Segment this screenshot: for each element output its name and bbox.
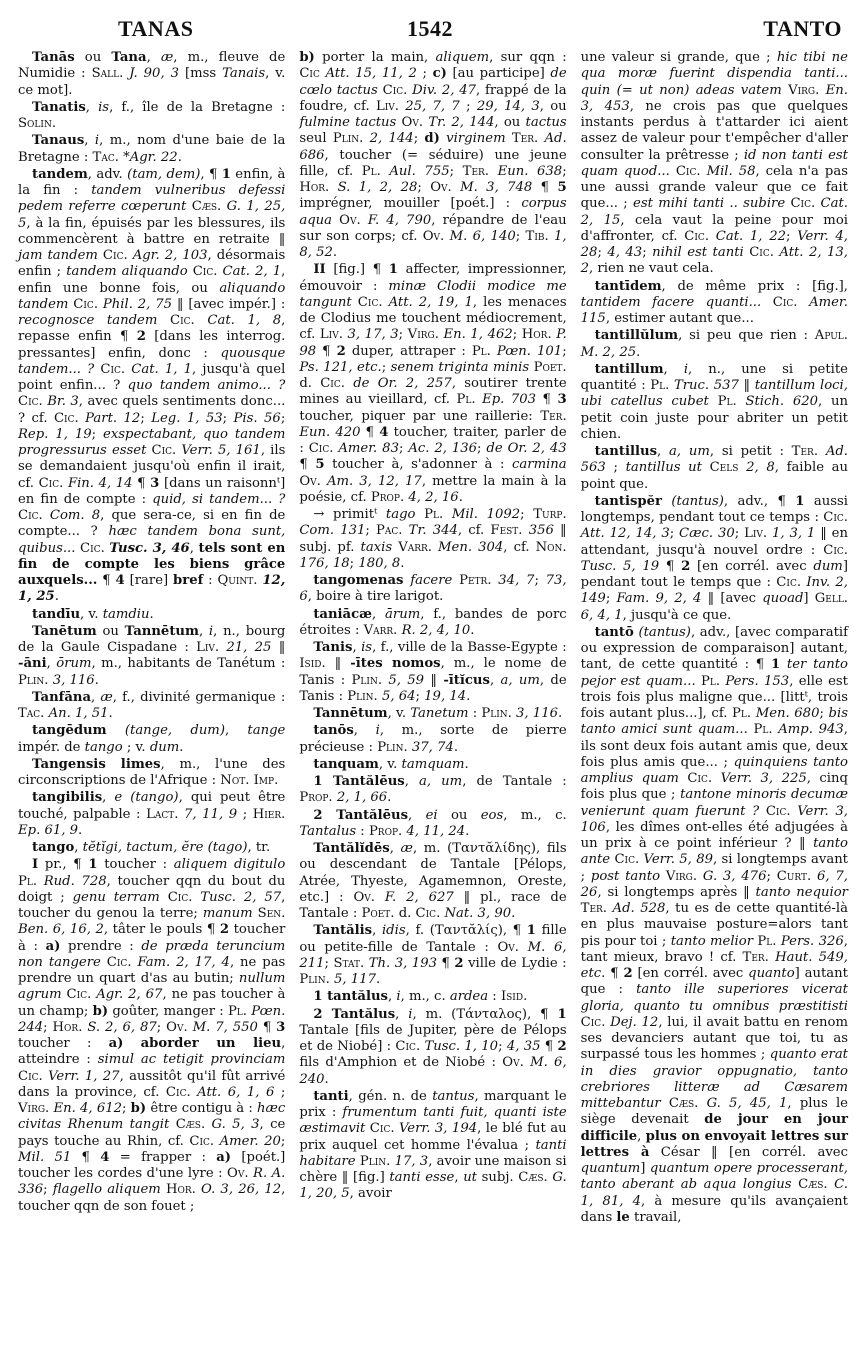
dictionary-entry: 1 Tantălēus, a, um, de Tantale : Prop. 2, 1, 66.	[299, 774, 567, 806]
dictionary-entry: Tanfāna, æ, f., divinité germanique : Tac. An. 1, 51.	[18, 689, 286, 721]
dictionary-entry: tantīdem, de même prix : [fig.], tantidem facere quanti... Cic. Amer. 115, estimer autant que...	[580, 278, 848, 326]
dictionary-entry: tangibilis, e (tango), qui peut être touché, palpable : Lact. 7, 11, 9 ; Hier. Ep. 61, 9.	[18, 790, 286, 838]
text-columns	[18, 50, 848, 1227]
dictionary-entry: Tangensis limes, m., l'une des circonscriptions de l'Afrique : Not. Imp.	[18, 756, 286, 788]
dictionary-entry: tandīu, v. tamdiu.	[32, 606, 154, 622]
dictionary-entry: I pr., ¶ 1 toucher : aliquem digitulo Pl. Rud. 728, toucher qqn du bout du doigt ; genu terram Cic. Tusc. 2, 57, toucher du genou la terre; manum Sen. Ben. 6, 16, 2, tâter le pouls ¶ 2 toucher à : a) prendre : de præda teruncium non tangere Cic. Fam. 2, 17, 4, ne pas prendre un quart d'as au butin; nullum agrum Cic. Agr. 2, 67, ne pas toucher à un champ; b) goûter, manger : Pl. Pœn. 244; Hor. S. 2, 6, 87; Ov. M. 7, 550 ¶ 3 toucher : a) aborder un lieu, atteindre : simul ac tetigit provinciam Cic. Verr. 1, 27, aussitôt qu'il fût arrivé dans la province, cf. Cic. Att. 6, 1, 6 ; Virg. En. 4, 612; b) être contigu à : hæc civitas Rhenum tangit Cæs. G. 5, 3, ce pays touche au Rhin, cf. Cic. Amer. 20; Mil. 51 ¶ 4 = frapper : a) [poét.] toucher les cordes d'une lyre : Ov. R. A. 336; flagello aliquem Hor. O. 3, 26, 12, toucher qqn de son fouet ;	[18, 857, 286, 1214]
dictionary-entry: Tanētum ou Tannētum, i, n., bourg de la Gaule Cispadane : Liv. 21, 25 ‖ -āni, ōrum, m., habitants de Tanétum : Plin. 3, 116.	[18, 623, 286, 688]
dictionary-entry: 2 Tantălēus, ei ou eos, m., c. Tantalus : Prop. 4, 11, 24.	[299, 807, 567, 839]
dictionary-entry: Tanatis, is, f., île de la Bretagne : Solin.	[18, 99, 286, 131]
dictionary-entry: tanquam, v. tamquam.	[313, 756, 469, 772]
dictionary-entry: une valeur si grande, que ; hic tibi ne qua moræ fuerint dispendia tanti... quin (= ut non) adeas vatem Virg. En. 3, 453, ne crois pas que quelques instants perdus à t'attarder ici aient assez de valeur pour t'empêcher d'aller consulter la prêtresse ; id non tanti est quam quod... Cic. Mil. 58, cela n'a pas une aussi grande valeur que ce fait que... ; est mihi tanti .. subire Cic. Cat. 2, 15, cela vaut la peine pour moi d'affronter, cf. Cic. Cat. 1, 22; Verr. 4, 28; 4, 43; nihil est tanti Cic. Att. 2, 13, 2, rien ne vaut cela.	[580, 50, 848, 277]
header-right-word: TANTO	[763, 16, 842, 41]
dictionary-entry: → primitᵗ tago Pl. Mil. 1092; Turp. Com. 131; Pac. Tr. 344, cf. Fest. 356 ‖ subj. pf. taxis Varr. Men. 304, cf. Non. 176, 18; 180, 8.	[299, 507, 567, 571]
dictionary-entry: tantillum, i, n., une si petite quantité : Pl. Truc. 537 ‖ tantillum loci, ubi catellus cubet Pl. Stich. 620, un petit coin juste pour abriter un petit chien.	[580, 361, 848, 442]
dictionary-entry: Tantălĭdēs, æ, m. (Ταντᾰλίδης), fils ou descendant de Tantale [Pélops, Atrée, Thyeste, Agamemnon, Oreste, etc.] : Ov. F. 2, 627 ‖ pl., race de Tantale : Poet. d. Cic. Nat. 3, 90.	[299, 841, 567, 921]
dictionary-entry: 2 Tantălus, i, m. (Τάνταλος), ¶ 1 Tantale [fils de Jupiter, père de Pélops et de Niobé] : Cic. Tusc. 1, 10; 4, 35 ¶ 2 fils d'Amphion et de Niobé : Ov. M. 6, 240.	[299, 1006, 567, 1087]
dictionary-entry: taniācæ, ārum, f., bandes de porc étroites : Varr. R. 2, 4, 10.	[299, 606, 567, 638]
dictionary-entry: tantō (tantus), adv., [avec comparatif ou expression de comparaison] autant, tant, de cette quantité : ¶ 1 ter tanto pejor est quam... Pl. Pers. 153, elle est trois fois plus maligne que... [littᵗ, trois fois autant plus...], cf. Pl. Men. 680; bis tanto amici sunt quam... Pl. Amp. 943, ils sont deux fois autant amis que, deux fois plus amis que... ; quinquiens tanto amplius quam Cic. Verr. 3, 225, cinq fois plus que ; tantone minoris decumæ venierunt quam fuerunt ? Cic. Verr. 3, 106, les dîmes ont-elles été adjugées à un prix à ce point inférieur ? ‖ tanto ante Cic. Verr. 5, 89, si longtemps avant ; post tanto Virg. G. 3, 476; Curt. 6, 7, 26, si longtemps après ‖ tanto nequior Ter. Ad. 528, tu es de cette quantité-là en plus mauvaise posture=alors tant pis pour toi ; tanto melior Pl. Pers. 326, tant mieux, bravo ! cf. Ter. Haut. 549, etc. ¶ 2 [en corrél. avec quanto] autant que : tanto ille superiores vicerat gloria, quanto tu omnibus præstitisti Cic. Dej. 12, lui, il avait battu en renom ses devanciers autant que toi, tu as surpassé tous les hommes ; quanto erat in dies gravior oppugnatio, tanto crebriores litteræ ad Cæsarem mittebantur Cæs. G. 5, 45, 1, plus le siège devenait de jour en jour difficile, plus on envoyait lettres sur lettres à César ‖ [en corrél. avec quantum] quantum opere processerant, tanto aberant ab aqua longius Cæs. C. 1, 81, 4, à mesure qu'ils avançaient dans le travail,	[580, 624, 848, 1225]
dictionary-entry: Tantălis, idis, f. (Ταντᾰλίς), ¶ 1 fille ou petite-fille de Tantale : Ov. M. 6, 211; Stat. Th. 3, 193 ¶ 2 ville de Lydie : Plin. 5, 117.	[299, 923, 567, 987]
column-left	[18, 50, 285, 1227]
dictionary-entry: tango, tĕtĭgi, tactum, ĕre (tago), tr.	[32, 840, 271, 855]
header-left-word: TANAS	[118, 16, 194, 41]
dictionary-entry: tantillŭlum, si peu que rien : Apul. M. 2, 25.	[580, 328, 848, 360]
dictionary-entry: 1 tantălus, i, m., c. ardea : Isid.	[313, 989, 528, 1005]
dictionary-entry: Tanās ou Tana, æ, m., fleuve de Numidie : Sall. J. 90, 3 [mss Tanais, v. ce mot].	[18, 50, 286, 98]
column-middle	[299, 50, 566, 1227]
dictionary-entry: tantillus, a, um, si petit : Ter. Ad. 563 ; tantillus ut Cels 2, 8, faible au point que.	[580, 444, 849, 492]
dictionary-entry: tangēdum (tange, dum), tange impér. de tango ; v. dum.	[18, 723, 286, 755]
page-number: 1542	[407, 16, 453, 41]
dictionary-entry: Tanaus, i, m., nom d'une baie de la Bretagne : Tac. *Agr. 22.	[18, 133, 286, 165]
dictionary-entry: tandem, adv. (tam, dem), ¶ 1 enfin, à la fin : tandem vulneribus defessi pedem referre cœperunt Cæs. G. 1, 25, 5, à la fin, épuisés par les blessures, ils commencèrent à battre en retraite ‖ jam tandem Cic. Agr. 2, 103, désormais enfin ; tandem aliquando Cic. Cat. 2, 1, enfin une bonne fois, ou aliquando tandem Cic. Phil. 2, 75 ‖ [avec impér.] : recognosce tandem Cic. Cat. 1, 8, repasse enfin ¶ 2 [dans les interrog. pressantes] enfin, donc : quousque tandem... ? Cic. Cat. 1, 1, jusqu'à quel point enfin... ? quo tandem animo... ? Cic. Br. 3, avec quels sentiments donc... ? cf. Cic. Part. 12; Leg. 1, 53; Pis. 56; Rep. 1, 19; exspectabant, quo tandem progressurus esset Cic. Verr. 5, 161, ils se demandaient jusqu'où enfin il irait, cf. Cic. Fin. 4, 14 ¶ 3 [dans un raisonnᵗ] en fin de compte : quid, si tandem... ? Cic. Com. 8, que sera-ce, si en fin de compte... ? hæc tandem bona sunt, quibus... Cic. Tusc. 3, 46, tels sont en fin de compte les biens grâce auxquels... ¶ 4 [rare] bref : Quint. 12, 1, 25.	[18, 166, 286, 605]
column-right	[581, 50, 848, 1227]
dictionary-entry: tangomenas facere Petr. 34, 7; 73, 6, boire à tire larigot.	[299, 573, 567, 605]
dictionary-entry: tantispĕr (tantus), adv., ¶ 1 aussi longtemps, pendant tout ce temps : Cic. Att. 12, 14, 3; Cæc. 30; Liv. 1, 3, 1 ‖ en attendant, jusqu'à nouvel ordre : Cic. Tusc. 5, 19 ¶ 2 [en corrél. avec dum] pendant tout le temps que : Cic. Inv. 2, 149; Fam. 9, 2, 4 ‖ [avec quoad] Gell. 6, 4, 1, jusqu'à ce que.	[580, 493, 848, 623]
dictionary-entry: Tanis, is, f., ville de la Basse-Egypte : Isid. ‖ -ītes nomos, m., le nome de Tanis : Plin. 5, 59 ‖ -ītĭcus, a, um, de Tanis : Plin. 5, 64; 19, 14.	[299, 640, 567, 704]
dictionary-entry: tanōs, i, m., sorte de pierre précieuse : Plin. 37, 74.	[299, 723, 567, 755]
dictionary-entry: tanti, gén. n. de tantus, marquant le prix : frumentum tanti fuit, quanti iste æstimavit Cic. Verr. 3, 194, le blé fut au prix auquel cet homme l'évalua ; tanti habitare Plin. 17, 3, avoir une maison si chère ‖ [fig.] tanti esse, ut subj. Cæs. G. 1, 20, 5, avoir	[299, 1088, 567, 1202]
dictionary-entry: Tannētum, v. Tanetum : Plin. 3, 116.	[313, 706, 563, 721]
dictionary-entry: II [fig.] ¶ 1 affecter, impressionner, émouvoir : minæ Clodii modice me tangunt Cic. Att. 2, 19, 1, les menaces de Clodius me touchent médiocrement, cf. Liv. 3, 17, 3; Virg. En. 1, 462; Hor. P. 98 ¶ 2 duper, attraper : Pl. Pœn. 101; Ps. 121, etc.; senem triginta minis Poet. d. Cic. de Or. 2, 257, soutirer trente mines au vieillard, cf. Pl. Ep. 703 ¶ 3 toucher, piquer par une raillerie: Ter. Eun. 420 ¶ 4 toucher, traiter, parler de : Cic. Amer. 83; Ac. 2, 136; de Or. 2, 43 ¶ 5 toucher à, s'adonner à : carmina Ov. Am. 3, 12, 17, mettre la main à la poésie, cf. Prop. 4, 2, 16.	[299, 262, 567, 505]
running-header	[18, 12, 848, 46]
dictionary-entry: b) porter la main, aliquem, sur qqn : Cic Att. 15, 11, 2 ; c) [au participe] de cœlo tactus Cic. Div. 2, 47, frappé de la foudre, cf. Liv. 25, 7, 7 ; 29, 14, 3, ou fulmine tactus Ov. Tr. 2, 144, ou tactus seul Plin. 2, 144; d) virginem Ter. Ad. 686, toucher (= séduire) une jeune fille, cf. Pl. Aul. 755; Ter. Eun. 638; Hor. S. 1, 2, 28; Ov. M. 3, 748 ¶ 5 imprégner, mouiller [poét.] : corpus aqua Ov. F. 4, 790, répandre de l'eau sur son corps; cf. Ov. M. 6, 140; Tib. 1, 8, 52.	[299, 50, 567, 260]
